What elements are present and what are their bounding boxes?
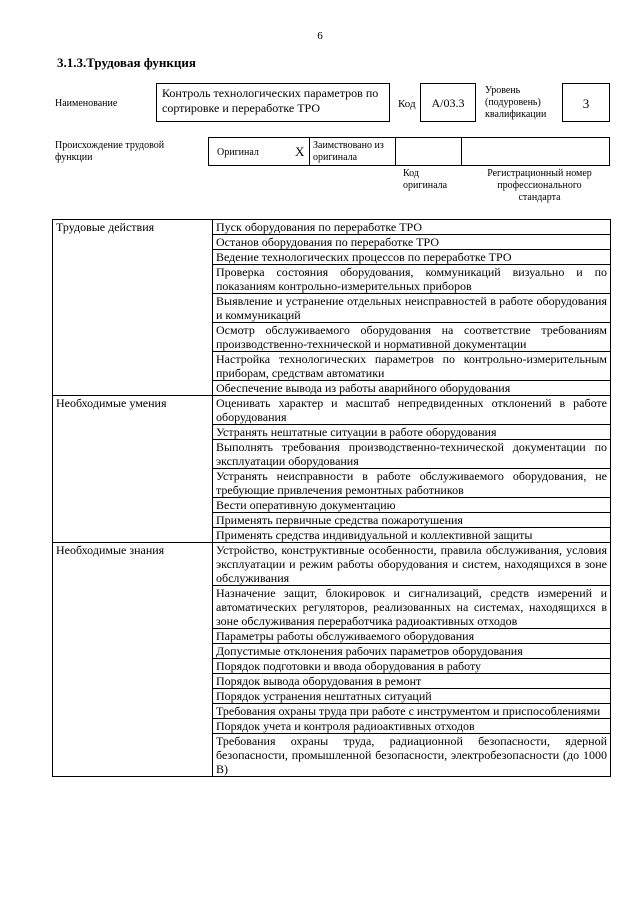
section-item: Требования охраны труда при работе с инструментом и приспособлениями bbox=[213, 704, 611, 719]
origin-code-label: Код оригинала bbox=[403, 168, 448, 191]
section-item: Порядок подготовки и ввода оборудования в работу bbox=[213, 659, 611, 674]
section-category: Необходимые знания bbox=[53, 543, 213, 777]
section-item: Оценивать характер и масштаб непредвиденных отклонений в работе оборудования bbox=[213, 396, 611, 425]
original-mark: X bbox=[295, 144, 305, 159]
section-item: Порядок устранения нештатных ситуаций bbox=[213, 689, 611, 704]
section-category: Необходимые умения bbox=[53, 396, 213, 543]
section-item: Осмотр обслуживаемого оборудования на соответствие требованиям производственно-технической и нормативной документации bbox=[213, 323, 611, 352]
reg-number-label: Регистрационный номер профессионального стандарта bbox=[487, 168, 592, 203]
section-item: Проверка состояния оборудования, коммуникаций визуально и по показаниям контрольно-измерительных приборов bbox=[213, 265, 611, 294]
section-item: Применять первичные средства пожаротушения bbox=[213, 513, 611, 528]
section-item: Настройка технологических параметров по контрольно-измерительным приборам, средствам автоматики bbox=[213, 352, 611, 381]
section-item: Устранять неисправности в работе обслуживаемого оборудования, не требующие привлечения ремонтных работников bbox=[213, 469, 611, 498]
origin-code-cell bbox=[395, 137, 462, 166]
section-item: Устранять нештатные ситуации в работе оборудования bbox=[213, 425, 611, 440]
section-item: Останов оборудования по переработке ТРО bbox=[213, 235, 611, 250]
section-item: Выявление и устранение отдельных неисправностей в работе оборудования и коммуникаций bbox=[213, 294, 611, 323]
section-item: Порядок учета и контроля радиоактивных отходов bbox=[213, 719, 611, 734]
original-cell bbox=[208, 137, 310, 166]
section-item: Назначение защит, блокировок и сигнализаций, средств измерений и автоматических регуляторов, реализованных на системах, находящихся в зоне обслуживания переработчика радиоактивных отходов bbox=[213, 586, 611, 629]
table-row bbox=[53, 220, 611, 235]
level-value: 3 bbox=[562, 83, 610, 122]
section-item: Вести оперативную документацию bbox=[213, 498, 611, 513]
original-label: Оригинал bbox=[217, 147, 259, 158]
section-item: Пуск оборудования по переработке ТРО bbox=[213, 220, 611, 235]
section-item: Допустимые отклонения рабочих параметров оборудования bbox=[213, 644, 611, 659]
code-value: А/03.3 bbox=[420, 83, 476, 122]
borrowed-cell bbox=[309, 137, 396, 166]
section-item: Требования охраны труда, радиационной безопасности, ядерной безопасности, промышленной безопасности, электробезопасности (до 1000 В) bbox=[213, 734, 611, 777]
section-item: Выполнять требования производственно-технической документации по эксплуатации оборудования bbox=[213, 440, 611, 469]
reg-number-cell bbox=[461, 137, 610, 166]
origin-label: Происхождение трудовой функции bbox=[55, 140, 165, 163]
section-item: Устройство, конструктивные особенности, правила обслуживания, условия эксплуатации и режим работы оборудования и систем, находящихся в зоне обслуживания bbox=[213, 543, 611, 586]
table-row bbox=[53, 396, 611, 425]
section-item: Применять средства индивидуальной и коллективной защиты bbox=[213, 528, 611, 543]
section-category: Трудовые действия bbox=[53, 220, 213, 396]
page-number: 6 bbox=[317, 30, 323, 42]
name-label: Наименование bbox=[55, 98, 118, 109]
section-item: Параметры работы обслуживаемого оборудования bbox=[213, 629, 611, 644]
name-value: Контроль технологических параметров по сортировке и переработке ТРО bbox=[156, 83, 390, 122]
table-body bbox=[53, 220, 611, 777]
labor-function-table bbox=[52, 219, 611, 777]
section-item: Обеспечение вывода из работы аварийного оборудования bbox=[213, 381, 611, 396]
table-row bbox=[53, 543, 611, 586]
section-title: 3.1.3.Трудовая функция bbox=[57, 55, 196, 70]
borrowed-label: Заимствовано из оригинала bbox=[313, 140, 384, 163]
code-label: Код bbox=[398, 98, 416, 110]
level-label: Уровень (подуровень) квалификации bbox=[485, 85, 547, 120]
section-item: Ведение технологических процессов по переработке ТРО bbox=[213, 250, 611, 265]
section-item: Порядок вывода оборудования в ремонт bbox=[213, 674, 611, 689]
